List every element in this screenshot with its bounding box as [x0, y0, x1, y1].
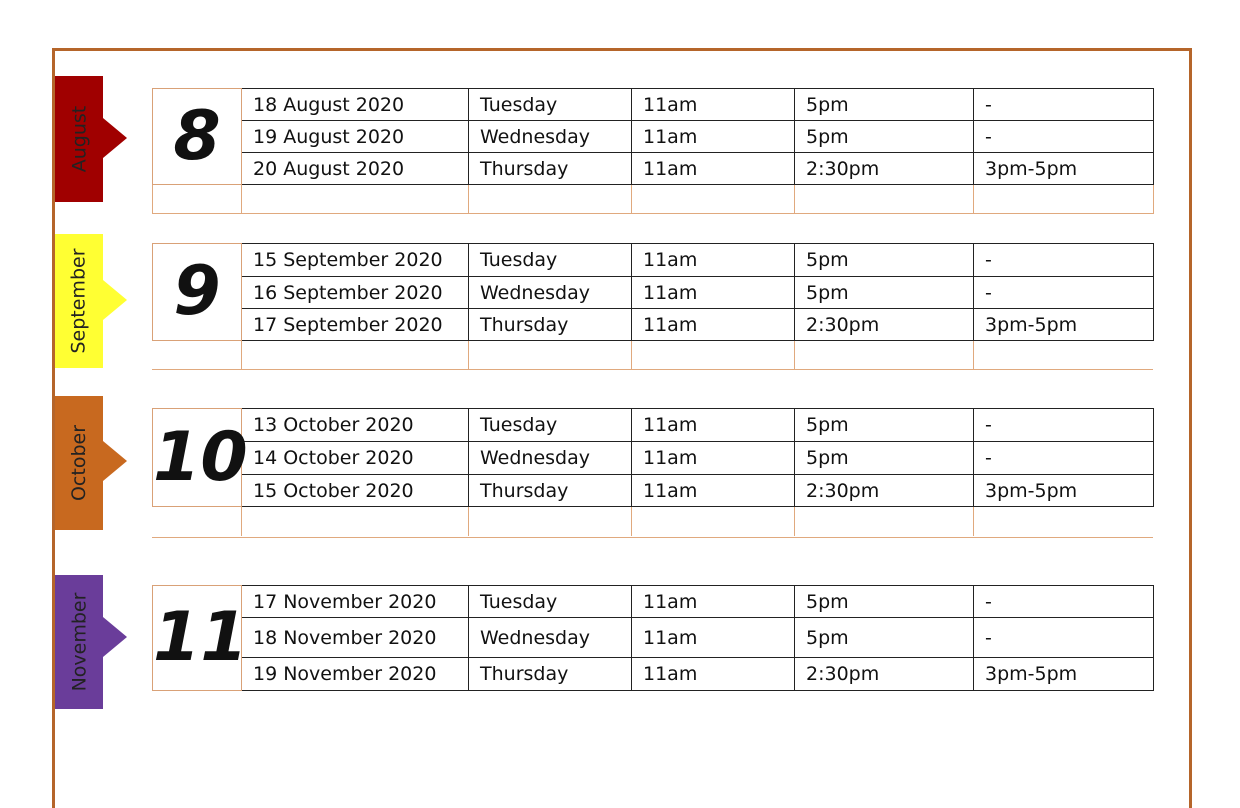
table-row — [153, 586, 1154, 618]
table-row — [153, 658, 1154, 691]
empty-cell — [242, 507, 469, 536]
section-divider — [152, 369, 1153, 370]
start-time-cell: 11am — [632, 153, 795, 185]
end-time-cell: 5pm — [795, 618, 974, 658]
empty-cell — [795, 507, 974, 536]
month-table — [152, 243, 1154, 370]
table-row — [153, 309, 1154, 341]
empty-cell — [632, 341, 795, 370]
day-cell: Tuesday — [469, 89, 632, 121]
end-time-cell: 5pm — [795, 277, 974, 309]
empty-row — [153, 507, 1154, 536]
extra-time-cell: - — [974, 618, 1154, 658]
extra-time-cell: 3pm-5pm — [974, 309, 1154, 341]
day-cell: Tuesday — [469, 586, 632, 618]
start-time-cell: 11am — [632, 309, 795, 341]
start-time-cell: 11am — [632, 121, 795, 153]
empty-cell — [469, 341, 632, 370]
end-time-cell: 2:30pm — [795, 658, 974, 691]
date-cell: 17 September 2020 — [242, 309, 469, 341]
start-time-cell: 11am — [632, 442, 795, 475]
date-cell: 16 September 2020 — [242, 277, 469, 309]
date-cell: 20 August 2020 — [242, 153, 469, 185]
empty-row — [153, 341, 1154, 370]
table-row — [153, 442, 1154, 475]
month-tab-label-wrap — [55, 396, 103, 530]
table-row — [153, 153, 1154, 185]
date-cell: 14 October 2020 — [242, 442, 469, 475]
table-row — [153, 277, 1154, 309]
empty-cell — [632, 185, 795, 214]
date-cell: 19 August 2020 — [242, 121, 469, 153]
end-time-cell: 5pm — [795, 442, 974, 475]
day-cell: Thursday — [469, 309, 632, 341]
date-cell: 18 November 2020 — [242, 618, 469, 658]
date-cell: 15 September 2020 — [242, 244, 469, 277]
extra-time-cell: 3pm-5pm — [974, 658, 1154, 691]
start-time-cell: 11am — [632, 409, 795, 442]
empty-cell — [153, 341, 242, 370]
day-cell: Thursday — [469, 658, 632, 691]
extra-time-cell: 3pm-5pm — [974, 475, 1154, 507]
month-tab-label: October — [68, 424, 91, 502]
empty-cell — [974, 507, 1154, 536]
empty-row — [153, 185, 1154, 214]
start-time-cell: 11am — [632, 658, 795, 691]
day-cell: Wednesday — [469, 277, 632, 309]
arrow-stem — [100, 630, 110, 644]
end-time-cell: 5pm — [795, 89, 974, 121]
month-table — [152, 88, 1154, 214]
empty-cell — [795, 185, 974, 214]
month-tab-label-wrap — [55, 575, 103, 709]
end-time-cell: 2:30pm — [795, 153, 974, 185]
month-tab-label-wrap — [55, 234, 103, 368]
start-time-cell: 11am — [632, 277, 795, 309]
end-time-cell: 5pm — [795, 409, 974, 442]
month-tab-0 — [55, 76, 103, 202]
month-tab-label: August — [68, 105, 90, 173]
empty-cell — [153, 507, 242, 536]
month-table — [152, 585, 1154, 691]
date-cell: 13 October 2020 — [242, 409, 469, 442]
extra-time-cell: - — [974, 586, 1154, 618]
start-time-cell: 11am — [632, 89, 795, 121]
section-divider — [152, 537, 1153, 538]
month-tab-1 — [55, 234, 103, 368]
end-time-cell: 5pm — [795, 586, 974, 618]
empty-cell — [974, 341, 1154, 370]
extra-time-cell: - — [974, 121, 1154, 153]
start-time-cell: 11am — [632, 618, 795, 658]
empty-cell — [242, 341, 469, 370]
end-time-cell: 5pm — [795, 121, 974, 153]
empty-cell — [795, 341, 974, 370]
day-cell: Wednesday — [469, 618, 632, 658]
month-table — [152, 408, 1154, 536]
month-tab-label: September — [68, 248, 90, 354]
month-tab-label-wrap — [55, 76, 103, 202]
day-cell: Wednesday — [469, 121, 632, 153]
day-cell: Thursday — [469, 475, 632, 507]
extra-time-cell: - — [974, 244, 1154, 277]
empty-cell — [632, 507, 795, 536]
date-cell: 18 August 2020 — [242, 89, 469, 121]
day-cell: Wednesday — [469, 442, 632, 475]
table-row — [153, 409, 1154, 442]
start-time-cell: 11am — [632, 244, 795, 277]
arrow-stem — [100, 454, 110, 468]
table-row — [153, 244, 1154, 277]
date-cell: 17 November 2020 — [242, 586, 469, 618]
day-cell: Tuesday — [469, 409, 632, 442]
end-time-cell: 2:30pm — [795, 475, 974, 507]
extra-time-cell: - — [974, 277, 1154, 309]
empty-cell — [242, 185, 469, 214]
table-row — [153, 121, 1154, 153]
table-row — [153, 618, 1154, 658]
date-cell: 15 October 2020 — [242, 475, 469, 507]
extra-time-cell: - — [974, 442, 1154, 475]
month-tab-2 — [55, 396, 103, 530]
extra-time-cell: - — [974, 409, 1154, 442]
arrow-stem — [100, 131, 110, 145]
day-cell: Tuesday — [469, 244, 632, 277]
empty-cell — [974, 185, 1154, 214]
table-row — [153, 475, 1154, 507]
empty-cell — [153, 185, 242, 214]
end-time-cell: 5pm — [795, 244, 974, 277]
empty-cell — [469, 507, 632, 536]
month-number: 10 — [153, 409, 242, 507]
start-time-cell: 11am — [632, 586, 795, 618]
month-number: 9 — [153, 244, 242, 341]
date-cell: 19 November 2020 — [242, 658, 469, 691]
empty-cell — [469, 185, 632, 214]
arrow-stem — [100, 293, 110, 307]
end-time-cell: 2:30pm — [795, 309, 974, 341]
table-row — [153, 89, 1154, 121]
month-tab-3 — [55, 575, 103, 709]
month-number: 11 — [153, 586, 242, 691]
month-number: 8 — [153, 89, 242, 185]
start-time-cell: 11am — [632, 475, 795, 507]
day-cell: Thursday — [469, 153, 632, 185]
extra-time-cell: 3pm-5pm — [974, 153, 1154, 185]
extra-time-cell: - — [974, 89, 1154, 121]
month-tab-label: November — [68, 592, 90, 692]
